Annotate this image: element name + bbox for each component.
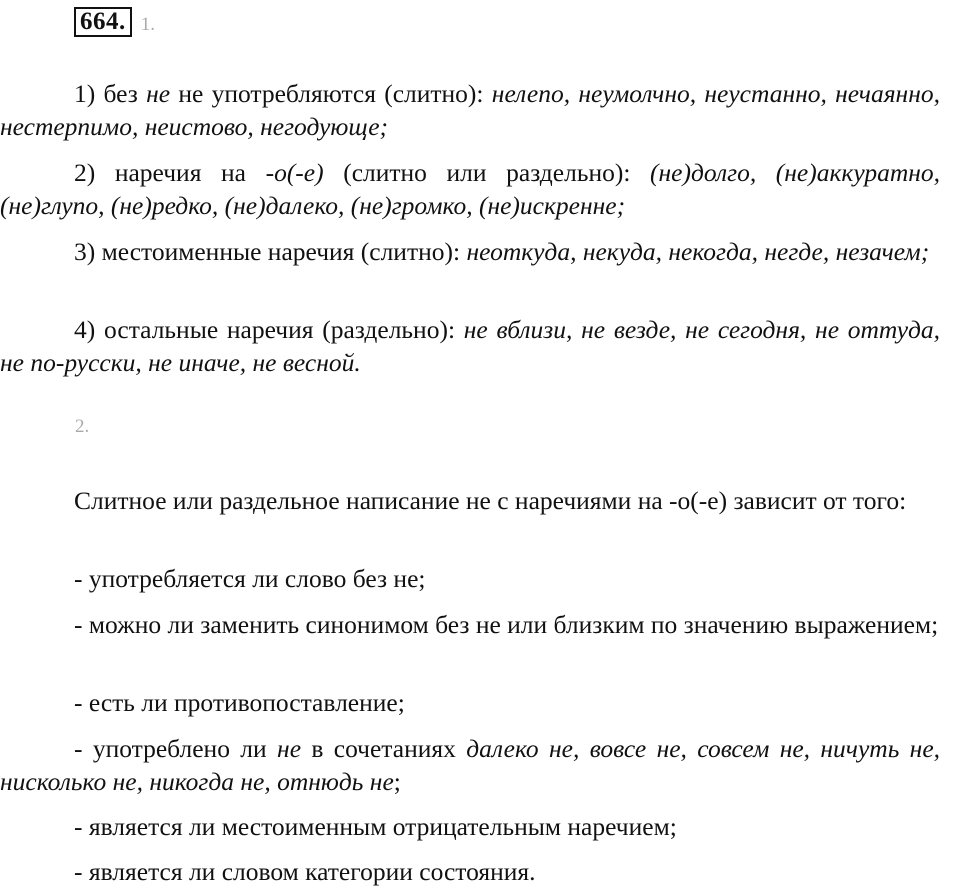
- rule-item-4: 4) остальные наречия (раздельно): не вблизи, не везде, не сегодня, не оттуда, не по-русски, не иначе, не весной.: [0, 315, 940, 377]
- criterion-5: - является ли местоименным отрицательным наречием;: [74, 812, 677, 841]
- criterion-2: - можно ли заменить синонимом без не или близким по значению выражением;: [74, 610, 939, 639]
- exercise-number: 664.: [74, 7, 132, 37]
- section-2-intro: Слитное или раздельное написание не с наречиями на -о(-е) зависит от того:: [74, 486, 907, 515]
- criterion-3: - есть ли противопоставление;: [74, 688, 405, 717]
- rule-item-1: 1) без не не употребляются (слитно): нелепо, неумолчно, неустанно, нечаянно, нестерпимо, неистово, негодующе;: [0, 79, 940, 141]
- rule-item-2: 2) наречия на -о(-е) (слитно или раздельно): (не)долго, (не)аккуратно, (не)глупо, (не)редко, (не)далеко, (не)громко, (не)искренне;: [0, 158, 941, 220]
- criterion-6: - является ли словом категории состояния.: [74, 857, 536, 886]
- rule-item-3: 3) местоименные наречия (слитно): неоткуда, некуда, некогда, негде, незачем;: [74, 237, 930, 266]
- section-2-label: 2.: [75, 416, 90, 437]
- criterion-1: - употребляется ли слово без не;: [74, 564, 426, 593]
- criterion-4: - употреблено ли не в сочетаниях далеко не, вовсе не, совсем не, ничуть не, нисколько не, никогда не, отнюдь не;: [0, 734, 941, 796]
- exercise-header: [74, 6, 155, 38]
- subpart-label: 1.: [140, 14, 155, 35]
